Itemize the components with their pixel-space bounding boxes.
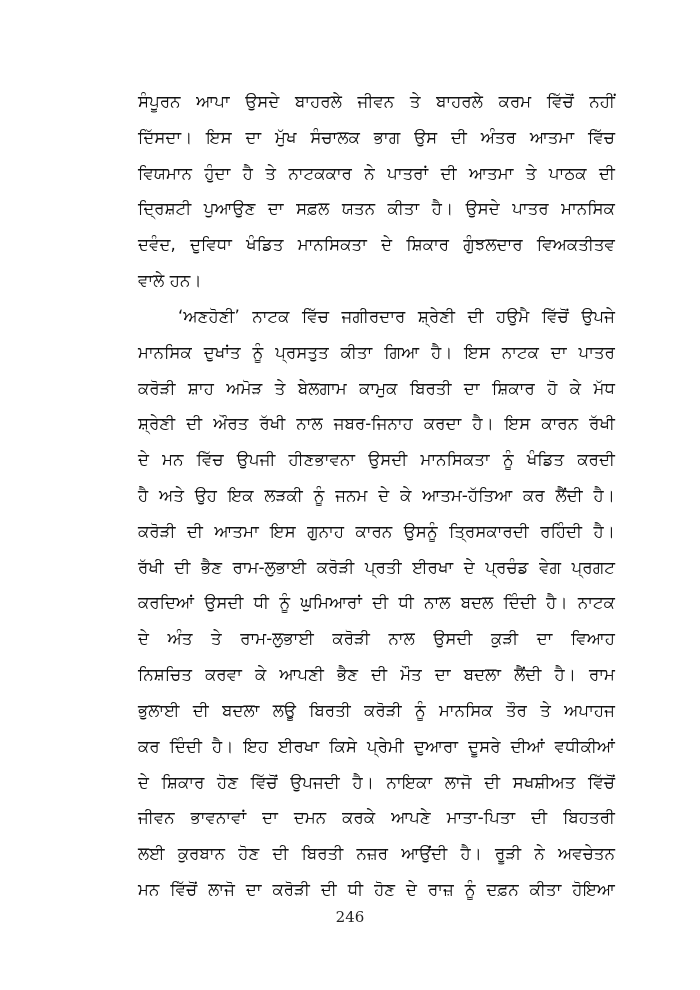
text-line: ਨਿਸ਼ਚਿਤ ਕਰਵਾ ਕੇ ਆਪਣੀ ਭੈਣ ਦੀ ਮੌਤ ਦਾ ਬਦਲਾ ਲੈਂਦੀ ਹੈ। ਰਾਮ	[138, 665, 615, 684]
text-line: ਵਿਯਮਾਨ ਹੁੰਦਾ ਹੈ ਤੇ ਨਾਟਕਕਾਰ ਨੇ ਪਾਤਰਾਂ ਦੀ ਆਤਮਾ ਤੇ ਪਾਠਕ ਦੀ	[138, 164, 615, 183]
text-line: ਹੈ ਅਤੇ ਉਹ ਇਕ ਲੜਕੀ ਨੂੰ ਜਨਮ ਦੇ ਕੇ ਆਤਮ-ਹੱਤਿਆ ਕਰ ਲੈਂਦੀ ਹੈ।	[138, 486, 615, 505]
text-line: ਲਈ ਕੁਰਬਾਨ ਹੋਣ ਦੀ ਬਿਰਤੀ ਨਜ਼ਰ ਆਉਂਦੀ ਹੈ। ਰੂੜੀ ਨੇ ਅਵਚੇਤਨ	[138, 844, 615, 863]
text-line: ਦੇ ਸ਼ਿਕਾਰ ਹੋਣ ਵਿੱਚੋਂ ਉਪਜਦੀ ਹੈ। ਨਾਇਕਾ ਲਾਜੋ ਦੀ ਸਖਸ਼ੀਅਤ ਵਿੱਚੋਂ	[138, 773, 615, 792]
text-line: ‘ਅਣਹੋਣੀ’ ਨਾਟਕ ਵਿੱਚ ਜਗੀਰਦਾਰ ਸ਼੍ਰੇਣੀ ਦੀ ਹਉਮੈ ਵਿੱਚੋਂ ਉਪਜੇ	[178, 307, 615, 326]
text-line: ਕਰੋੜੀ ਦੀ ਆਤਮਾ ਇਸ ਗੁਨਾਹ ਕਾਰਨ ਉਸਨੂੰ ਤ੍ਰਿਸਕਾਰਦੀ ਰਹਿੰਦੀ ਹੈ।	[138, 522, 615, 541]
text-line: ਸ਼੍ਰੇਣੀ ਦੀ ਔਰਤ ਰੱਖੀ ਨਾਲ ਜਬਰ-ਜਿਨਾਹ ਕਰਦਾ ਹੈ। ਇਸ ਕਾਰਨ ਰੱਖੀ	[138, 414, 615, 433]
text-line: ਸੰਪੂਰਨ ਆਪਾ ਉਸਦੇ ਬਾਹਰਲੇ ਜੀਵਨ ਤੇ ਬਾਹਰਲੇ ਕਰਮ ਵਿੱਚੋਂ ਨਹੀਂ	[138, 92, 615, 111]
text-line: ਦੇ ਮਨ ਵਿੱਚ ਉਪਜੀ ਹੀਣਭਾਵਨਾ ਉਸਦੀ ਮਾਨਸਿਕਤਾ ਨੂੰ ਖੰਡਿਤ ਕਰਦੀ	[138, 450, 615, 469]
text-line: ਜੀਵਨ ਭਾਵਨਾਵਾਂ ਦਾ ਦਮਨ ਕਰਕੇ ਆਪਣੇ ਮਾਤਾ-ਪਿਤਾ ਦੀ ਬਿਹਤਰੀ	[138, 808, 615, 827]
text-line: ਰੱਖੀ ਦੀ ਭੈਣ ਰਾਮ-ਲੁਭਾਈ ਕਰੋੜੀ ਪ੍ਰਤੀ ਈਰਖਾ ਦੇ ਪ੍ਰਚੰਡ ਵੇਗ ਪ੍ਰਗਟ	[138, 558, 615, 577]
text-line: ਭੁਲਾਈ ਦੀ ਬਦਲਾ ਲਊ ਬਿਰਤੀ ਕਰੋੜੀ ਨੂੰ ਮਾਨਸਿਕ ਤੌਰ ਤੇ ਅਪਾਹਜ	[138, 701, 615, 720]
text-line: ਮਨ ਵਿੱਚੋਂ ਲਾਜੋ ਦਾ ਕਰੋੜੀ ਦੀ ਧੀ ਹੋਣ ਦੇ ਰਾਜ਼ ਨੂੰ ਦਫ਼ਨ ਕੀਤਾ ਹੋਇਆ	[138, 880, 615, 899]
text-line: ਦੇ ਅੰਤ ਤੇ ਰਾਮ-ਲੁਭਾਈ ਕਰੋੜੀ ਨਾਲ ਉਸਦੀ ਕੁੜੀ ਦਾ ਵਿਆਹ	[138, 629, 615, 648]
text-line: ਕਰੋੜੀ ਸ਼ਾਹ ਅਮੋੜ ਤੇ ਬੇਲਗਾਮ ਕਾਮੁਕ ਬਿਰਤੀ ਦਾ ਸ਼ਿਕਾਰ ਹੋ ਕੇ ਮੱਧ	[138, 379, 615, 398]
text-line: ਦਵੰਦ, ਦੁਵਿਧਾ ਖੰਡਿਤ ਮਾਨਸਿਕਤਾ ਦੇ ਸ਼ਿਕਾਰ ਗੁੰਝਲਦਾਰ ਵਿਅਕਤੀਤਵ	[138, 235, 615, 254]
page-number: 246	[335, 908, 365, 926]
text-line: ਕਰਦਿਆਂ ਉਸਦੀ ਧੀ ਨੂੰ ਘੁਮਿਆਰਾਂ ਦੀ ਧੀ ਨਾਲ ਬਦਲ ਦਿੰਦੀ ਹੈ। ਨਾਟਕ	[138, 593, 615, 612]
text-line: ਮਾਨਸਿਕ ਦੁਖਾਂਤ ਨੂੰ ਪ੍ਰਸਤੁਤ ਕੀਤਾ ਗਿਆ ਹੈ। ਇਸ ਨਾਟਕ ਦਾ ਪਾਤਰ	[138, 343, 615, 362]
text-line: ਵਾਲੇ ਹਨ।	[138, 271, 202, 290]
text-line: ਦ੍ਰਿਸ਼ਟੀ ਪੁਆਉਣ ਦਾ ਸਫ਼ਲ ਯਤਨ ਕੀਤਾ ਹੈ। ਉਸਦੇ ਪਾਤਰ ਮਾਨਸਿਕ	[138, 199, 615, 218]
text-line: ਦਿੱਸਦਾ। ਇਸ ਦਾ ਮੁੱਖ ਸੰਚਾਲਕ ਭਾਗ ਉਸ ਦੀ ਅੰਤਰ ਆਤਮਾ ਵਿੱਚ	[138, 128, 615, 147]
text-line: ਕਰ ਦਿੰਦੀ ਹੈ। ਇਹ ਈਰਖਾ ਕਿਸੇ ਪ੍ਰੇਮੀ ਦੁਆਰਾ ਦੂਸਰੇ ਦੀਆਂ ਵਧੀਕੀਆਂ	[138, 737, 615, 756]
